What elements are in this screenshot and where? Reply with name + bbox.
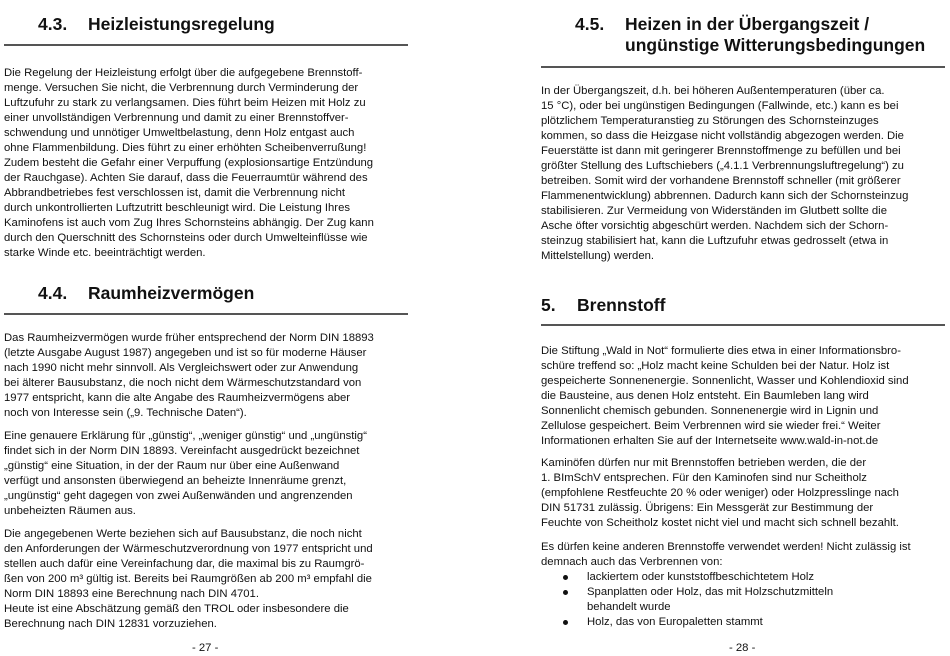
list-item-text: Spanplatten oder Holz, das mit Holzschutzmitteln behandelt wurde: [587, 586, 834, 613]
bullet-list: [541, 570, 945, 630]
bullet-icon: [563, 575, 568, 580]
paragraph: Kaminöfen dürfen nur mit Brennstoffen betrieben werden, die der 1. BImSchV entsprechen. Für den Kaminofen sind nur Scheitholz (empfohlene Restfeuchte 20 % oder weniger) oder Holzpresslinge nach DIN 51731 zulässig. Übrigens: Ein Messgerät zur Bestimmung der Feuchte von Scheitholz kostet nicht viel und macht sich schnell bezahlt.: [541, 457, 899, 529]
list-item: [541, 585, 945, 615]
right-page: [541, 0, 945, 656]
heading-rule: [541, 66, 945, 68]
heading-rule: [4, 313, 408, 315]
section-title-line: ungünstige Witterungsbedingungen: [625, 35, 926, 55]
paragraph: Die angegebenen Werte beziehen sich auf Bausubstanz, die noch nicht den Anforderungen der Wärmeschutzverordnung von 1977 entspricht und stellen auch dafür eine Vereinfachung dar, die maximal bis zu Raumgrö- ßen von 200 m³ gültig ist. Bereits bei Raumgrößen ab 200 m³ empfahl die Norm DIN 18893 eine Berechnung nach DIN 4701. Heute ist eine Abschätzung gemäß den TROL oder insbesondere die Berechnung nach DIN 12831 vorzuziehen.: [4, 528, 373, 630]
section-4-3: [4, 14, 408, 35]
section-number: 4.4.: [38, 283, 68, 303]
bullet-icon: [563, 590, 568, 595]
section-number: 5.: [541, 295, 556, 315]
list-item: [541, 615, 945, 630]
list-item-text: Holz, das von Europaletten stammt: [587, 616, 763, 628]
section-heading: [4, 283, 408, 304]
section-text: In der Übergangszeit, d.h. bei höheren Außentemperaturen (über ca. 15 °C), oder bei ungünstigen Bedingungen (Fallwinde, etc.) kann es bei plötzlichem Temperaturanstieg zu Störungen des Schornsteinzuges kommen, so dass die Heizgase nicht vollständig abgezogen werden. Die Feuerstätte ist dann mit geringerer Brennstoffmenge zu befüllen und bei größter Stellung des Luftschiebers („4.1.1 Verbrennungsluftregelung“) zu betreiben. Somit wird der vorhandene Brennstoff schneller (mit größerer Flammenentwicklung) abbrennen. Dadurch kann sich der Schornsteinzug stabilisieren. Zur Vermeidung von Widerständen im Glutbett sollte die Asche öfter vorsichtig abgeschürt werden. Nachdem sich der Schorn- steinzug stabilisiert hat, kann die Luftzufuhr etwas gedrosselt (etwa in Mittelstellung) werden.: [541, 85, 909, 262]
list-item: [541, 570, 945, 585]
list-item-text: lackiertem oder kunststoffbeschichtetem Holz: [587, 571, 815, 583]
paragraph: Die Stiftung „Wald in Not“ formulierte dies etwa in einer Informationsbro- schüre treffend so: „Holz macht keine Schulden bei der Natur. Holz ist gespeicherte Sonnenenergie. Sonnenlicht, Wasser und Kohlendioxid sind die Bausteine, aus denen Holz entsteht. Ein Baumleben lang wird Sonnenlicht chemisch gebunden. Sonnenenergie wird in Lignin und Zellulose gespeichert. Beim Verbrennen wird sie wieder frei.“ Weiter Informationen erhalten Sie auf der Internetseite www.wald-in-not.de: [541, 345, 909, 447]
section-title: Heizleistungsregelung: [88, 14, 275, 34]
page-number: - 28 -: [729, 642, 756, 654]
section-title: Raumheizvermögen: [88, 283, 255, 303]
section-title: Brennstoff: [577, 295, 666, 315]
section-heading: [541, 14, 945, 56]
page-number: - 27 -: [192, 642, 219, 654]
section-title: [625, 14, 945, 56]
section-number: 4.3.: [38, 14, 68, 34]
left-page: [4, 0, 408, 656]
section-title-line: Heizen in der Übergangszeit /: [625, 14, 870, 34]
heading-rule: [541, 324, 945, 326]
section-5: [541, 295, 945, 316]
paragraph: Es dürfen keine anderen Brennstoffe verwendet werden! Nicht zulässig ist demnach auch das Verbrennen von:: [541, 541, 911, 568]
section-text: Die Regelung der Heizleistung erfolgt über die aufgegebene Brennstoff- menge. Versuchen Sie nicht, die Verbrennung durch Verminderung der Luftzufuhr zu stark zu verlangsamen. Dies führt beim Heizen mit Holz zu einer unvollständigen Verbrennung und damit zu einer Brennstoffver- schwendung und unnötiger Umweltbelastung, denn Holz entgast auch ohne Flammenbildung. Dies führt zu einer erhöhten Scheibenverrußung! Zudem besteht die Gefahr einer Verpuffung (explosionsartige Entzündung der Rauchgase). Achten Sie darauf, dass die Feuerraumtür während des Abbrandbetriebes fest verschlossen ist, damit die Verbrennung nicht durch unkontrollierten Luftzutritt beschleunigt wird. Die Leistung Ihres Kaminofens ist auch vom Zug Ihres Schornsteins abhängig. Der Zug kann durch den Querschnitt des Schornsteins oder durch Umwelteinflüsse wie starke Winde etc. beeinträchtigt werden.: [4, 67, 374, 259]
section-number: 4.5.: [575, 14, 605, 34]
heading-rule: [4, 44, 408, 46]
section-4-5: [541, 14, 945, 56]
paragraph: Das Raumheizvermögen wurde früher entsprechend der Norm DIN 18893 (letzte Ausgabe August 1987) angegeben und ist so für moderne Häuser nach 1990 nicht mehr sinnvoll. Als Vergleichswert oder zur Anwendung bei älterer Bausubstanz, die noch nicht dem Wärmeschutzstandard von 1977 entspricht, kann die alte Angabe des Raumheizvermögens aber noch von Interesse sein („9. Technische Daten“).: [4, 332, 374, 419]
section-4-4: [4, 283, 408, 304]
paragraph: Eine genauere Erklärung für „günstig“, „weniger günstig“ und „ungünstig“ findet sich in der Norm DIN 18893. Vereinfacht ausgedrückt bezeichnet „günstig“ eine Situation, in der der Raum nur über eine Außenwand verfügt und ansonsten überwiegend an beheizte Innenräume grenzt, „ungünstig“ geht dagegen von zwei Außenwänden und angrenzenden unbeheizten Räumen aus.: [4, 430, 367, 517]
section-heading: [541, 295, 945, 316]
bullet-icon: [563, 620, 568, 625]
section-heading: [4, 14, 408, 35]
